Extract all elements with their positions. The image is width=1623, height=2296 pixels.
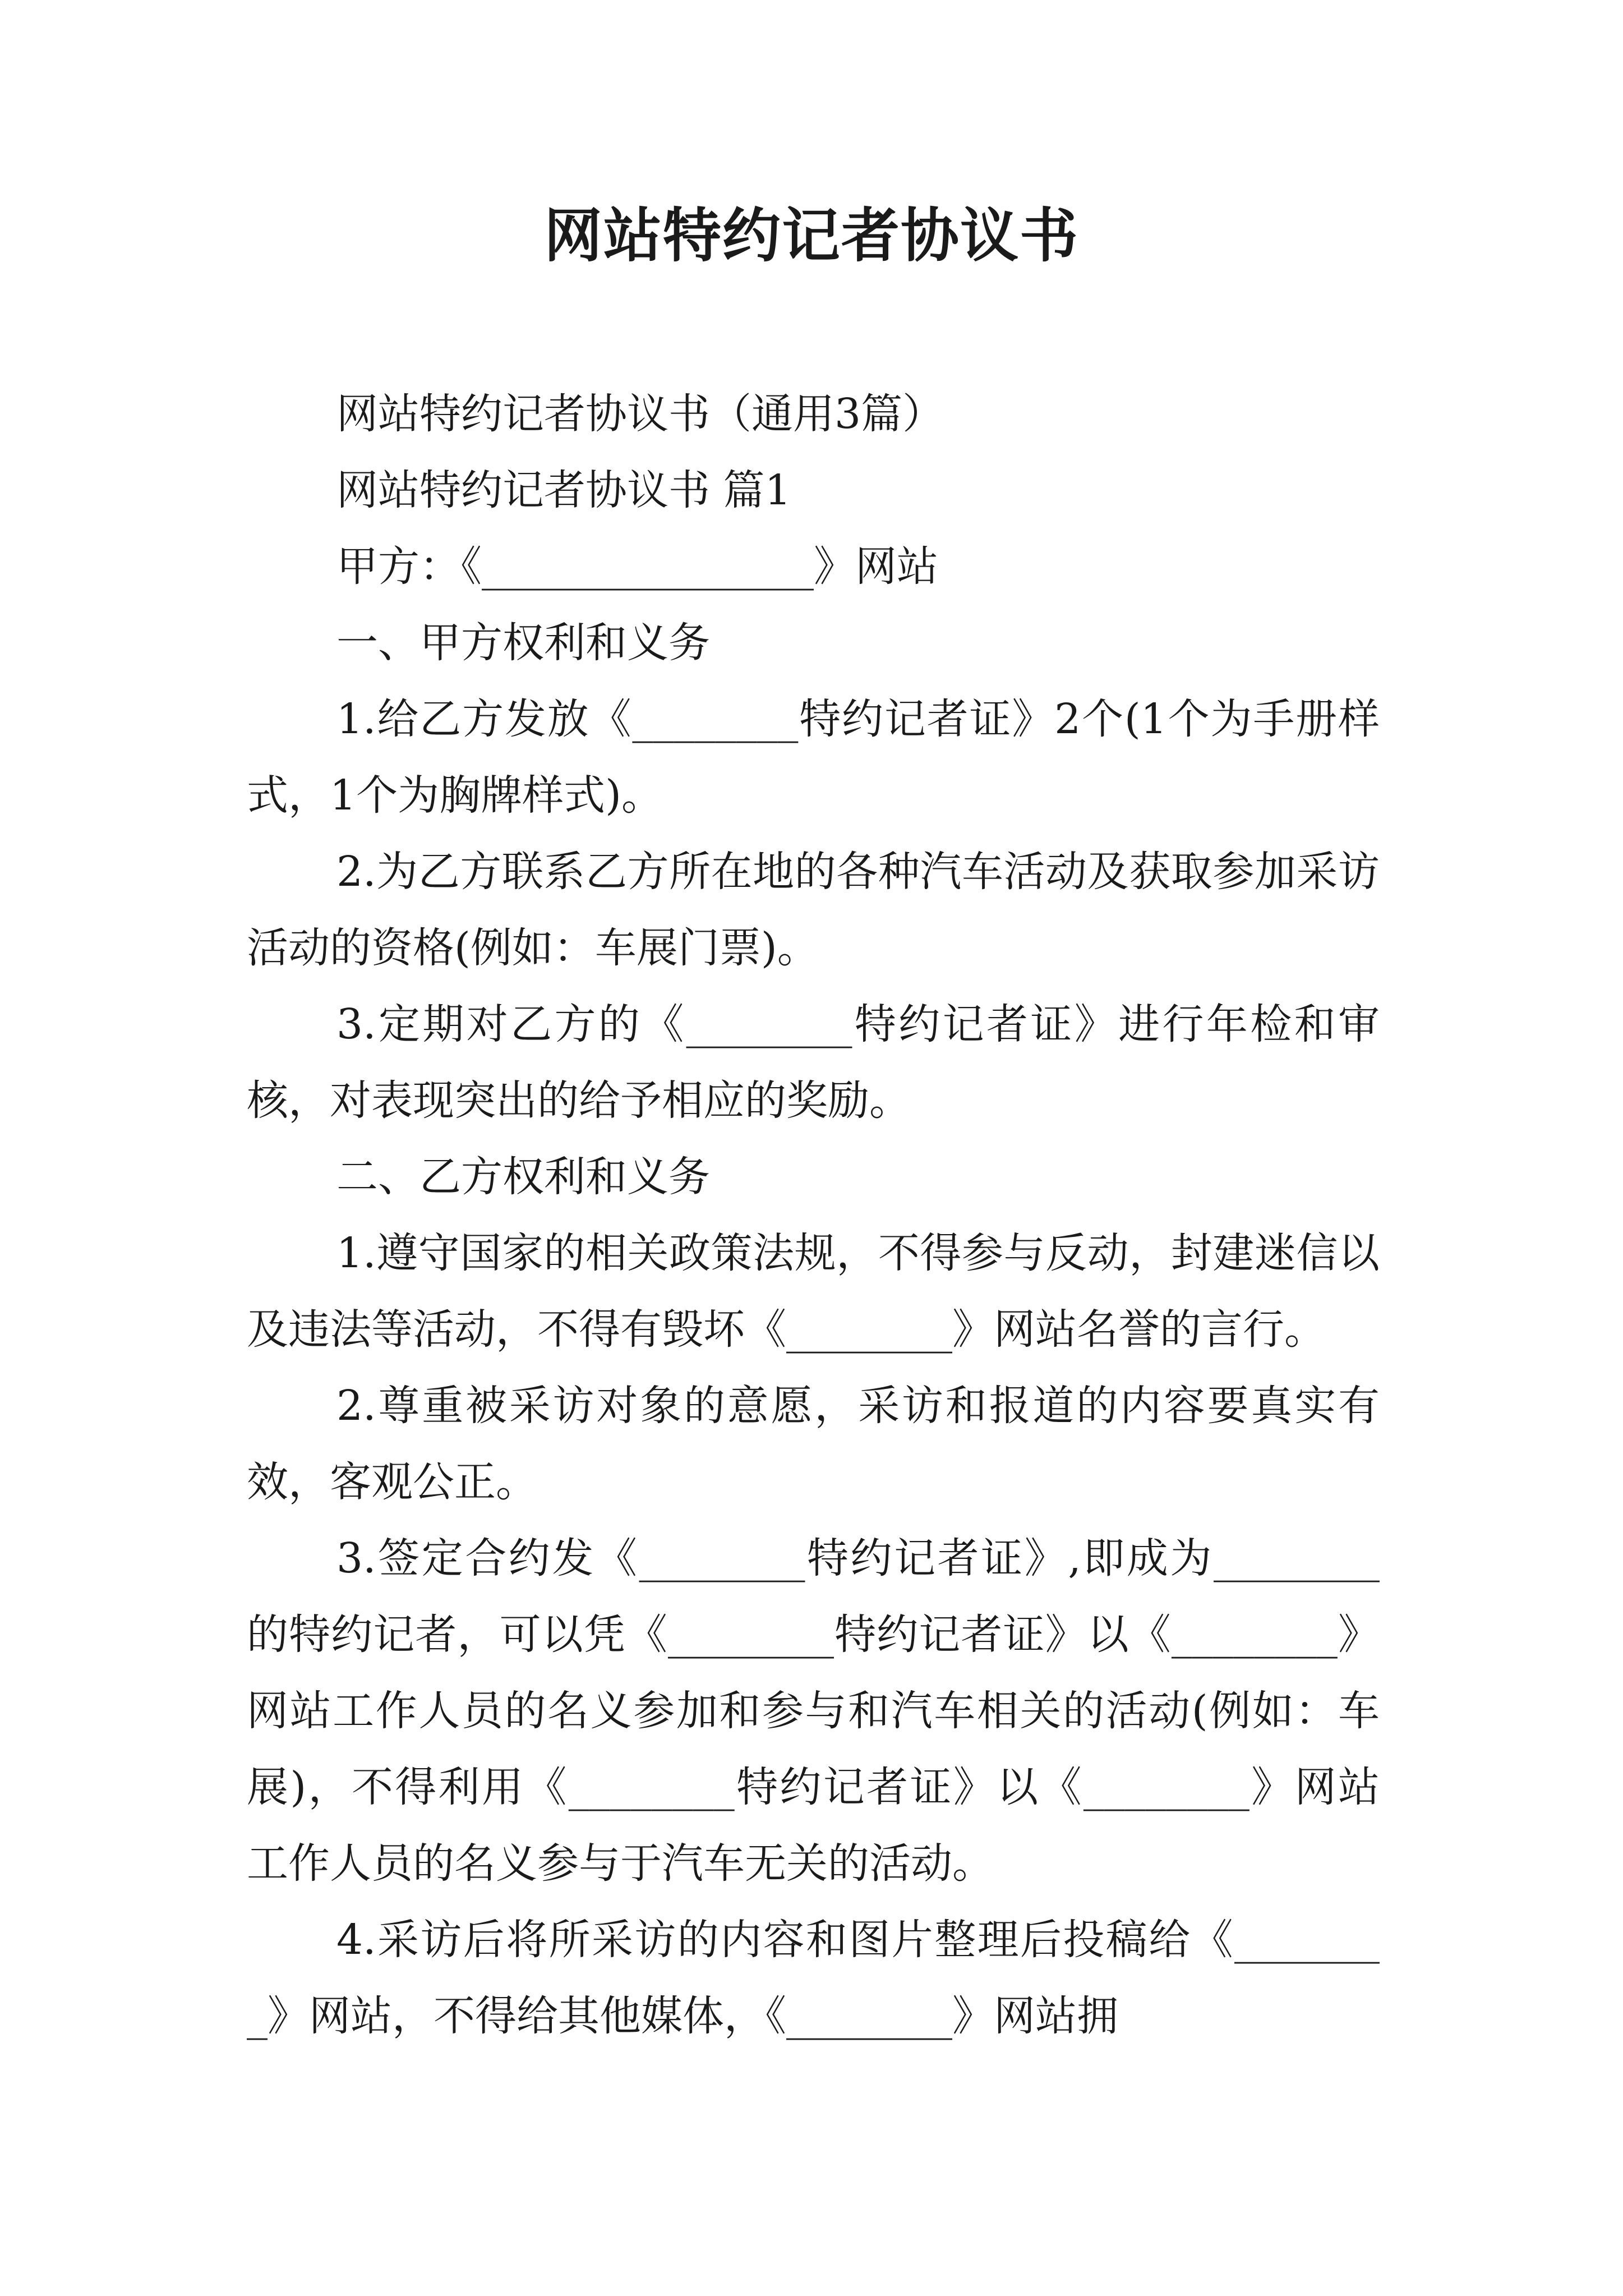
paragraph-b-item-2: 2.尊重被采访对象的意愿，采访和报道的内容要真实有效，客观公正。 (247, 1382, 1380, 1506)
document-body (247, 376, 1380, 2054)
paragraph-section-heading: 网站特约记者协议书 篇1 (336, 466, 791, 514)
paragraph-b-item-3: 3.签定合约发《________特约记者证》,即成为________的特约记者，可以凭《________特约记者证》以《________》网站工作人员的名义参加和参与和汽车相关的活动(例如：车展)，不得利用《________特约记者证》以《________》网站工作人员的名义参与于汽车无关的活动。 (247, 1534, 1380, 1888)
document-title: 网站特约记者协议书 (543, 201, 1079, 270)
paragraph-heading-party-a-rights: 一、甲方权利和义务 (336, 619, 710, 667)
paragraph-b-item-4: 4.采访后将所采访的内容和图片整理后投稿给《________》网站，不得给其他媒体，《________》网站拥 (247, 1916, 1380, 2040)
paragraph-a-item-1: 1.给乙方发放《________特约记者证》2个(1个为手册样式，1个为胸牌样式)。 (247, 695, 1380, 820)
paragraph-a-item-3: 3.定期对乙方的《________特约记者证》进行年检和审核，对表现突出的给予相应的奖励。 (247, 1000, 1380, 1125)
paragraph-subtitle: 网站特约记者协议书（通用3篇） (336, 390, 944, 438)
paragraph-party-a: 甲方：《________________》网站 (336, 542, 938, 591)
paragraph-b-item-1: 1.遵守国家的相关政策法规，不得参与反动，封建迷信以及违法等活动，不得有毁坏《________》网站名誉的言行。 (247, 1229, 1380, 1354)
paragraph-heading-party-b-rights: 二、乙方权利和义务 (336, 1153, 710, 1201)
paragraph-a-item-2: 2.为乙方联系乙方所在地的各种汽车活动及获取参加采访活动的资格(例如：车展门票)。 (247, 848, 1380, 972)
